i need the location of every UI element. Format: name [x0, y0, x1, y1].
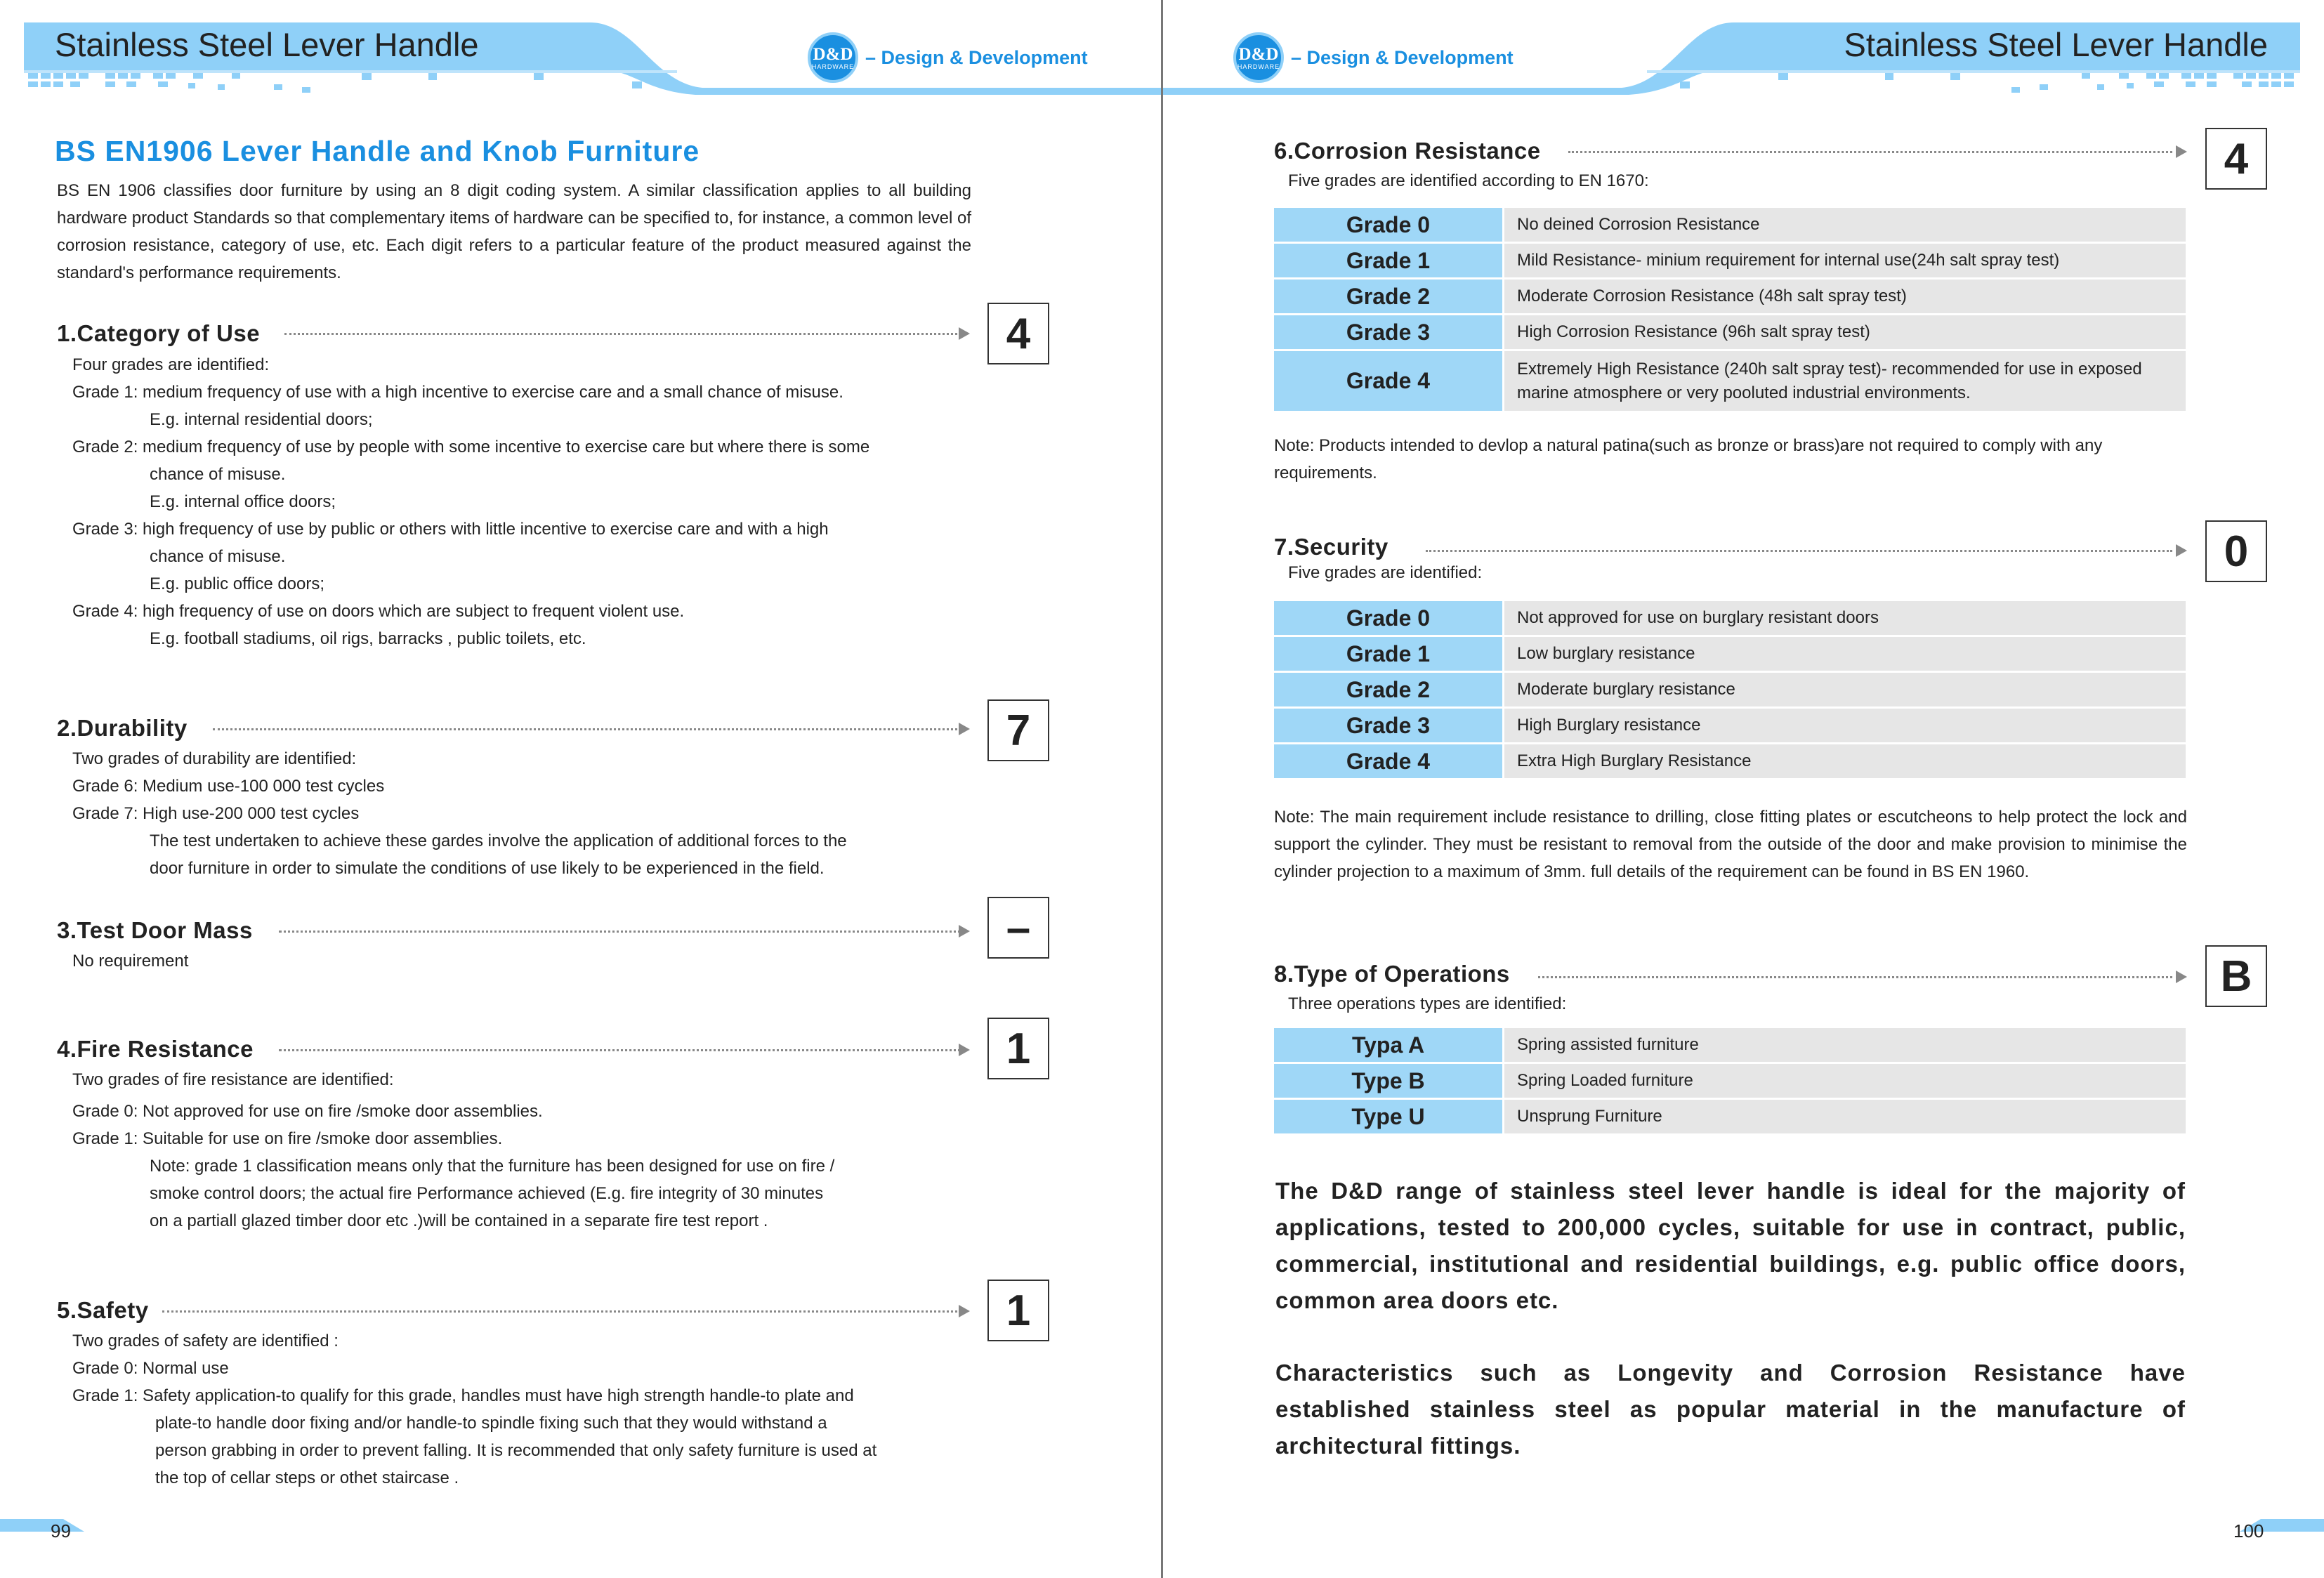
- table-row: [1274, 280, 2186, 315]
- description-cell: High Burglary resistance: [1504, 709, 2186, 742]
- summary-paragraph-1: The D&D range of stainless steel lever handle is ideal for the majority of applications, tested to 200,000 cycles, suitable for use in contract, public, commercial, institutional and residential buildings, e.g. public office doors, common area doors etc.: [1275, 1178, 2186, 1313]
- description-cell: Spring Loaded furniture: [1504, 1064, 2186, 1098]
- header-title-right: Stainless Steel Lever Handle: [1844, 26, 2268, 63]
- description-cell: Spring assisted furniture: [1504, 1028, 2186, 1062]
- dd-logo-icon: D&D HARDWARE: [808, 32, 858, 83]
- section-title-type-of-operations: 8.Type of Operations: [1274, 961, 1510, 987]
- table-row: [1274, 1100, 2186, 1136]
- footer-band-left: [0, 1519, 91, 1533]
- section-subtitle: Five grades are identified:: [1288, 563, 1483, 582]
- section-title-category-of-use: 1.Category of Use: [57, 320, 261, 346]
- brand-logo-left: [808, 32, 1088, 83]
- arrow-right-icon: [959, 723, 970, 735]
- brand-tagline: – Design & Development: [1291, 46, 1514, 68]
- description-cell: High Corrosion Resistance (96h salt spray test): [1504, 315, 2186, 349]
- intro-paragraph: BS EN 1906 classifies door furniture by using an 8 digit coding system. A similar classification applies to all building hardware product Standards so that complementary items of hardware can be specified to, for instance, a common level of corrosion resistance, category of use, etc. Each digit refers to a particular feature of the product measured against the standard's performance requirements.: [57, 181, 971, 282]
- security-grade-table: [1274, 601, 2186, 780]
- table-row: [1274, 1064, 2186, 1100]
- header-title-left: Stainless Steel Lever Handle: [55, 26, 479, 63]
- description-cell: Mild Resistance- minium requirement for internal use(24h salt spray test): [1504, 244, 2186, 277]
- description-cell: Moderate Corrosion Resistance (48h salt spray test): [1504, 280, 2186, 313]
- security-note: Note: The main requirement include resistance to drilling, close fitting plates or escutcheons to help protect the lock and support the cylinder. They must be resistant to removal from the outside of the door and make provision to minimise the cylinder projection to a maximum of 3mm. full details of the requirement can be found in BS EN 1960.: [1274, 808, 2187, 881]
- code-box-safety: 1: [987, 1280, 1049, 1341]
- code-box-corrosion-resistance: 4: [2205, 128, 2267, 190]
- text-line: E.g. public office doors;: [150, 574, 325, 593]
- brand-tagline: – Design & Development: [865, 46, 1088, 68]
- code-box-security: 0: [2205, 520, 2267, 582]
- grade-cell: Grade 4: [1274, 744, 1504, 778]
- text-line: E.g. internal office doors;: [150, 492, 336, 511]
- grade-cell: Type U: [1274, 1100, 1504, 1133]
- header-pixel-pattern-left: [28, 73, 646, 94]
- text-line: chance of misuse.: [150, 465, 286, 484]
- text-line: Grade 2: medium frequency of use by people with some incentive to exercise care but where there is some: [72, 438, 870, 456]
- text-line: Grade 6: Medium use-100 000 test cycles: [72, 777, 385, 796]
- text-line: Grade 1: Suitable for use on fire /smoke door assemblies.: [72, 1129, 503, 1148]
- table-row: [1274, 601, 2186, 637]
- grade-cell: Grade 3: [1274, 315, 1504, 349]
- text-line: plate-to handle door fixing and/or handle-to spindle fixing such that they would withstand a: [155, 1414, 827, 1433]
- grade-cell: Type B: [1274, 1064, 1504, 1098]
- arrow-right-icon: [959, 925, 970, 938]
- text-line: person grabbing in order to prevent falling. It is recommended that only safety furniture is used at: [155, 1441, 877, 1460]
- page-heading: BS EN1906 Lever Handle and Knob Furniture: [55, 135, 700, 167]
- grade-cell: Grade 2: [1274, 673, 1504, 706]
- leader-line: [279, 1049, 966, 1051]
- grade-cell: Grade 1: [1274, 637, 1504, 671]
- dd-logo-icon: D&D HARDWARE: [1233, 32, 1284, 83]
- leader-line: [162, 1310, 966, 1313]
- text-line: Grade 4: high frequency of use on doors which are subject to frequent violent use.: [72, 602, 685, 621]
- section-title-safety: 5.Safety: [57, 1297, 149, 1323]
- text-line: No requirement: [72, 952, 189, 971]
- table-row: [1274, 1028, 2186, 1064]
- text-line: Two grades of fire resistance are identified:: [72, 1070, 394, 1089]
- summary-paragraph-2: Characteristics such as Longevity and Corrosion Resistance have established stainless steel as popular material in the manufacture of architectural fittings.: [1275, 1360, 2186, 1459]
- grade-cell: Grade 0: [1274, 208, 1504, 242]
- text-line: door furniture in order to simulate the conditions of use likely to be experienced in the field.: [150, 859, 825, 878]
- grade-cell: Grade 1: [1274, 244, 1504, 277]
- text-line: Two grades of safety are identified :: [72, 1332, 339, 1350]
- operations-type-table: [1274, 1028, 2186, 1136]
- code-box-fire-resistance: 1: [987, 1018, 1049, 1079]
- text-line: the top of cellar steps or othet staircase .: [155, 1468, 459, 1487]
- text-line: chance of misuse.: [150, 547, 286, 566]
- text-line: on a partiall glazed timber door etc .)will be contained in a separate fire test report .: [150, 1211, 768, 1230]
- code-box-type-of-operations: B: [2205, 945, 2267, 1007]
- arrow-right-icon: [959, 1305, 970, 1317]
- text-line: smoke control doors; the actual fire Performance achieved (E.g. fire integrity of 30 minutes: [150, 1184, 824, 1203]
- table-row: [1274, 709, 2186, 744]
- grade-cell: Grade 0: [1274, 601, 1504, 635]
- text-line: Two grades of durability are identified:: [72, 749, 357, 768]
- table-row: [1274, 637, 2186, 673]
- table-row: [1274, 244, 2186, 280]
- arrow-right-icon: [2176, 145, 2187, 158]
- description-cell: Extremely High Resistance (240h salt spray test)- recommended for use in exposed marine atmosphere or very pooluted industrial environments.: [1504, 351, 2186, 411]
- leader-line: [1568, 151, 2172, 153]
- leader-line: [279, 931, 966, 933]
- brand-logo-right: [1233, 32, 1514, 83]
- section-subtitle: Three operations types are identified:: [1288, 994, 1567, 1013]
- table-row: [1274, 744, 2186, 780]
- text-line: E.g. football stadiums, oil rigs, barracks , public toilets, etc.: [150, 629, 586, 648]
- text-line: Grade 1: medium frequency of use with a high incentive to exercise care and a small chance of misuse.: [72, 383, 843, 402]
- text-line: Grade 3: high frequency of use by public or others with little incentive to exercise care and with a high: [72, 520, 829, 539]
- grade-cell: Typa A: [1274, 1028, 1504, 1062]
- text-line: Note: grade 1 classification means only that the furniture has been designed for use on fire /: [150, 1157, 835, 1176]
- left-page: [0, 0, 1161, 1578]
- section-title-corrosion-resistance: 6.Corrosion Resistance: [1274, 138, 1541, 164]
- grade-cell: Grade 4: [1274, 351, 1504, 411]
- arrow-right-icon: [959, 1044, 970, 1056]
- section-title-test-door-mass: 3.Test Door Mass: [57, 917, 253, 943]
- section-title-durability: 2.Durability: [57, 715, 188, 741]
- leader-line: [1426, 550, 2172, 552]
- description-cell: Extra High Burglary Resistance: [1504, 744, 2186, 778]
- section-title-security: 7.Security: [1274, 534, 1389, 560]
- text-line: Four grades are identified:: [72, 355, 270, 374]
- table-row: [1274, 315, 2186, 351]
- corrosion-note: Note: Products intended to devlop a natural patina(such as bronze or brass)are not required to comply with any requirements.: [1274, 436, 2103, 482]
- grade-cell: Grade 2: [1274, 280, 1504, 313]
- code-box-category-of-use: 4: [987, 303, 1049, 364]
- section-subtitle: Five grades are identified according to EN 1670:: [1288, 171, 1649, 190]
- leader-line: [1538, 976, 2172, 978]
- text-line: The test undertaken to achieve these gardes involve the application of additional forces to the: [150, 831, 847, 850]
- leader-line: [213, 728, 966, 730]
- header-pixel-pattern-right: [1676, 73, 2294, 94]
- leader-line: [284, 333, 966, 335]
- corrosion-grade-table: [1274, 208, 2186, 413]
- text-line: Grade 7: High use-200 000 test cycles: [72, 804, 360, 823]
- description-cell: No deined Corrosion Resistance: [1504, 208, 2186, 242]
- code-box-durability: 7: [987, 699, 1049, 761]
- grade-cell: Grade 3: [1274, 709, 1504, 742]
- description-cell: Unsprung Furniture: [1504, 1100, 2186, 1133]
- text-line: Grade 0: Normal use: [72, 1359, 229, 1378]
- description-cell: Not approved for use on burglary resistant doors: [1504, 601, 2186, 635]
- table-row: [1274, 351, 2186, 413]
- page-number-left: 99: [51, 1520, 71, 1541]
- table-row: [1274, 208, 2186, 244]
- table-row: [1274, 673, 2186, 709]
- description-cell: Low burglary resistance: [1504, 637, 2186, 671]
- text-line: Grade 1: Safety application-to qualify for this grade, handles must have high strength handle-to plate and: [72, 1386, 854, 1405]
- text-line: Grade 0: Not approved for use on fire /smoke door assemblies.: [72, 1102, 543, 1121]
- description-cell: Moderate burglary resistance: [1504, 673, 2186, 706]
- page-number-right: 100: [2233, 1520, 2264, 1541]
- code-box-test-door-mass: –: [987, 897, 1049, 959]
- section-title-fire-resistance: 4.Fire Resistance: [57, 1036, 254, 1062]
- text-line: E.g. internal residential doors;: [150, 410, 373, 429]
- arrow-right-icon: [959, 327, 970, 340]
- arrow-right-icon: [2176, 544, 2187, 557]
- arrow-right-icon: [2176, 971, 2187, 983]
